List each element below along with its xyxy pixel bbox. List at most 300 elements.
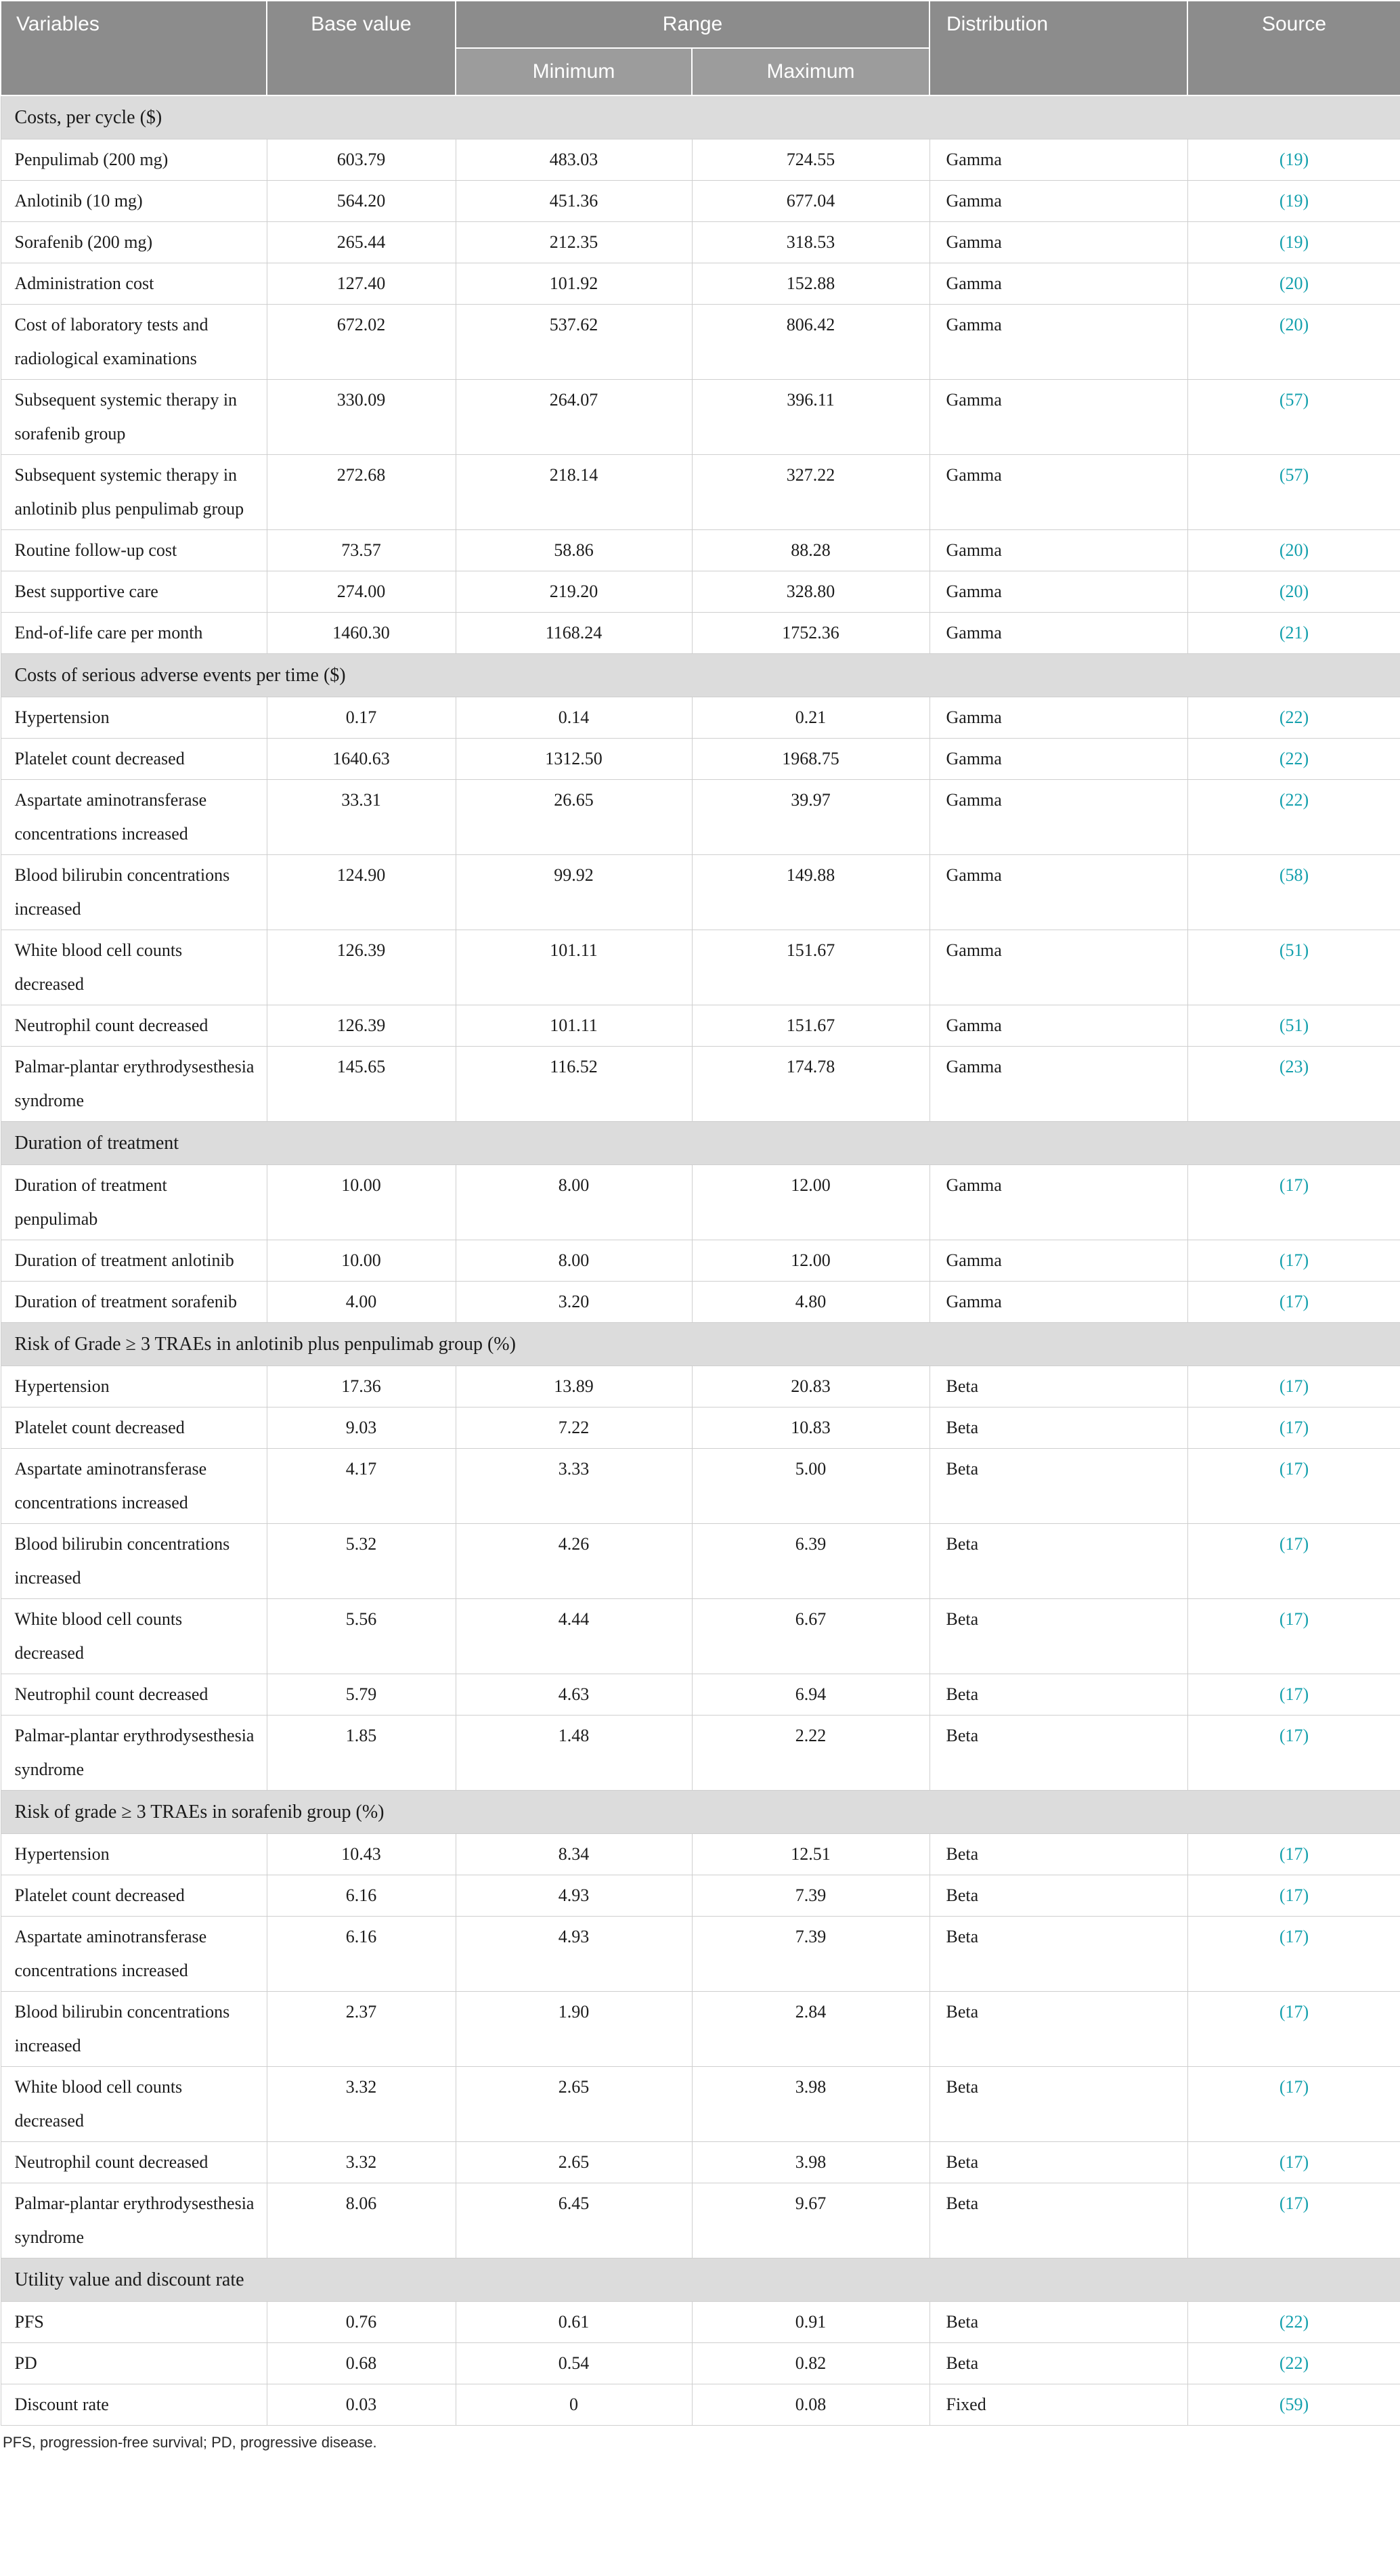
cell-source [1187, 1716, 1400, 1791]
source-citation-link[interactable]: (17) [1279, 1418, 1309, 1437]
cell-base-value: 10.43 [267, 1834, 456, 1875]
cell-maximum: 7.39 [692, 1917, 929, 1992]
source-citation-link[interactable]: (57) [1279, 465, 1309, 485]
source-citation-link[interactable]: (17) [1279, 1534, 1309, 1554]
cell-base-value: 3.32 [267, 2067, 456, 2142]
cell-maximum: 12.00 [692, 1240, 929, 1282]
cell-distribution: Gamma [929, 739, 1187, 780]
cell-base-value: 1460.30 [267, 613, 456, 654]
table-row [1, 2142, 1400, 2183]
cell-distribution: Beta [929, 1875, 1187, 1917]
cell-variable: Hypertension [1, 1834, 267, 1875]
table-row [1, 1716, 1400, 1791]
cell-variable: Palmar-plantar erythrodysesthesia syndrome [1, 1047, 267, 1122]
source-citation-link[interactable]: (22) [1279, 790, 1309, 810]
cell-source [1187, 455, 1400, 530]
cell-base-value: 0.76 [267, 2302, 456, 2343]
source-citation-link[interactable]: (19) [1279, 150, 1309, 169]
cell-source [1187, 222, 1400, 263]
cell-source [1187, 1165, 1400, 1240]
source-citation-link[interactable]: (17) [1279, 1684, 1309, 1704]
cell-source [1187, 1992, 1400, 2067]
cell-distribution: Gamma [929, 139, 1187, 181]
cell-source [1187, 1047, 1400, 1122]
cell-maximum: 12.51 [692, 1834, 929, 1875]
table-row [1, 571, 1400, 613]
cell-source [1187, 1834, 1400, 1875]
cell-minimum: 2.65 [456, 2142, 692, 2183]
cell-maximum: 7.39 [692, 1875, 929, 1917]
cell-maximum: 39.97 [692, 780, 929, 855]
cell-distribution: Gamma [929, 455, 1187, 530]
cell-maximum: 88.28 [692, 530, 929, 571]
cell-minimum: 116.52 [456, 1047, 692, 1122]
cell-minimum: 3.20 [456, 1282, 692, 1323]
section-header-row [1, 654, 1400, 697]
cell-minimum: 101.92 [456, 263, 692, 305]
cell-base-value: 2.37 [267, 1992, 456, 2067]
cell-minimum: 101.11 [456, 1005, 692, 1047]
header-source: Source [1187, 1, 1400, 95]
cell-source [1187, 930, 1400, 1005]
cell-variable: Duration of treatment sorafenib [1, 1282, 267, 1323]
cell-base-value: 5.32 [267, 1524, 456, 1599]
source-citation-link[interactable]: (17) [1279, 2002, 1309, 2022]
source-citation-link[interactable]: (22) [1279, 2353, 1309, 2373]
cell-source [1187, 139, 1400, 181]
source-citation-link[interactable]: (57) [1279, 390, 1309, 410]
header-minimum: Minimum [456, 48, 692, 95]
cell-distribution: Beta [929, 2302, 1187, 2343]
cell-distribution: Gamma [929, 1047, 1187, 1122]
cell-variable: Aspartate aminotransferase concentrations increased [1, 780, 267, 855]
cell-variable: Blood bilirubin concentrations increased [1, 1524, 267, 1599]
cell-base-value: 3.32 [267, 2142, 456, 2183]
cell-minimum: 4.26 [456, 1524, 692, 1599]
cell-base-value: 10.00 [267, 1240, 456, 1282]
cell-distribution: Beta [929, 1674, 1187, 1716]
cell-distribution: Beta [929, 2343, 1187, 2384]
table-row [1, 1240, 1400, 1282]
cell-minimum: 6.45 [456, 2183, 692, 2258]
cell-maximum: 10.83 [692, 1407, 929, 1449]
cell-variable: Neutrophil count decreased [1, 2142, 267, 2183]
section-title: Utility value and discount rate [1, 2258, 1400, 2302]
cell-variable: Platelet count decreased [1, 1875, 267, 1917]
cell-distribution: Gamma [929, 1005, 1187, 1047]
cell-source [1187, 530, 1400, 571]
header-distribution: Distribution [929, 1, 1187, 95]
cell-variable: Discount rate [1, 2384, 267, 2426]
cell-distribution: Gamma [929, 530, 1187, 571]
section-title: Costs, per cycle ($) [1, 95, 1400, 139]
cell-distribution: Gamma [929, 855, 1187, 930]
cell-minimum: 0 [456, 2384, 692, 2426]
cell-maximum: 0.91 [692, 2302, 929, 2343]
cell-minimum: 26.65 [456, 780, 692, 855]
cell-minimum: 4.44 [456, 1599, 692, 1674]
cell-base-value: 126.39 [267, 930, 456, 1005]
table-row [1, 1005, 1400, 1047]
cell-base-value: 126.39 [267, 1005, 456, 1047]
cell-source [1187, 2183, 1400, 2258]
cell-source [1187, 855, 1400, 930]
table-row [1, 2067, 1400, 2142]
source-citation-link[interactable]: (51) [1279, 1016, 1309, 1035]
cell-distribution: Gamma [929, 697, 1187, 739]
cell-source [1187, 181, 1400, 222]
cell-maximum: 1968.75 [692, 739, 929, 780]
cell-maximum: 677.04 [692, 181, 929, 222]
table-row [1, 1282, 1400, 1323]
cell-distribution: Beta [929, 1524, 1187, 1599]
cell-maximum: 327.22 [692, 455, 929, 530]
cell-variable: PFS [1, 2302, 267, 2343]
source-citation-link[interactable]: (17) [1279, 2152, 1309, 2172]
cell-base-value: 0.03 [267, 2384, 456, 2426]
cell-base-value: 10.00 [267, 1165, 456, 1240]
cell-source [1187, 2302, 1400, 2343]
cell-source [1187, 780, 1400, 855]
cell-distribution: Beta [929, 1716, 1187, 1791]
source-citation-link[interactable]: (17) [1279, 1844, 1309, 1864]
cell-base-value: 124.90 [267, 855, 456, 930]
cell-variable: Best supportive care [1, 571, 267, 613]
cell-variable: Palmar-plantar erythrodysesthesia syndrome [1, 2183, 267, 2258]
cell-distribution: Gamma [929, 263, 1187, 305]
cell-variable: White blood cell counts decreased [1, 930, 267, 1005]
cell-source [1187, 697, 1400, 739]
cell-variable: Palmar-plantar erythrodysesthesia syndrome [1, 1716, 267, 1791]
table-row [1, 1674, 1400, 1716]
cell-distribution: Beta [929, 1917, 1187, 1992]
source-citation-link[interactable]: (59) [1279, 2395, 1309, 2414]
source-citation-link[interactable]: (22) [1279, 707, 1309, 727]
cell-source [1187, 1282, 1400, 1323]
table-row [1, 613, 1400, 654]
cell-minimum: 218.14 [456, 455, 692, 530]
source-citation-link[interactable]: (22) [1279, 749, 1309, 768]
cell-base-value: 8.06 [267, 2183, 456, 2258]
source-citation-link[interactable]: (19) [1279, 191, 1309, 211]
cell-distribution: Gamma [929, 1240, 1187, 1282]
section-header-row [1, 1323, 1400, 1366]
cell-maximum: 396.11 [692, 380, 929, 455]
cell-maximum: 4.80 [692, 1282, 929, 1323]
cell-variable: White blood cell counts decreased [1, 1599, 267, 1674]
table-row [1, 2183, 1400, 2258]
table-row [1, 455, 1400, 530]
cell-base-value: 265.44 [267, 222, 456, 263]
cell-base-value: 33.31 [267, 780, 456, 855]
source-citation-link[interactable]: (20) [1279, 582, 1309, 601]
cell-maximum: 1752.36 [692, 613, 929, 654]
cell-maximum: 328.80 [692, 571, 929, 613]
table-row [1, 139, 1400, 181]
cell-variable: Blood bilirubin concentrations increased [1, 1992, 267, 2067]
cell-base-value: 145.65 [267, 1047, 456, 1122]
cell-variable: Hypertension [1, 1366, 267, 1407]
table-row [1, 530, 1400, 571]
cell-minimum: 0.14 [456, 697, 692, 739]
table-row [1, 1524, 1400, 1599]
table-row [1, 855, 1400, 930]
cell-minimum: 2.65 [456, 2067, 692, 2142]
cell-minimum: 1.90 [456, 1992, 692, 2067]
cell-maximum: 151.67 [692, 930, 929, 1005]
cell-maximum: 149.88 [692, 855, 929, 930]
cell-maximum: 318.53 [692, 222, 929, 263]
source-citation-link[interactable]: (17) [1279, 1376, 1309, 1396]
cell-base-value: 4.17 [267, 1449, 456, 1524]
table-row [1, 2343, 1400, 2384]
cell-distribution: Gamma [929, 1282, 1187, 1323]
cell-variable: Penpulimab (200 mg) [1, 139, 267, 181]
cell-base-value: 9.03 [267, 1407, 456, 1449]
table-row [1, 1834, 1400, 1875]
source-citation-link[interactable]: (17) [1279, 1250, 1309, 1270]
cell-variable: Blood bilirubin concentrations increased [1, 855, 267, 930]
section-title: Risk of grade ≥ 3 TRAEs in sorafenib group (%) [1, 1791, 1400, 1834]
cell-minimum: 1168.24 [456, 613, 692, 654]
table-row [1, 305, 1400, 380]
cell-source [1187, 1599, 1400, 1674]
cell-maximum: 6.39 [692, 1524, 929, 1599]
cell-maximum: 174.78 [692, 1047, 929, 1122]
table-row [1, 1449, 1400, 1524]
cell-distribution: Beta [929, 2067, 1187, 2142]
table-row [1, 1165, 1400, 1240]
cell-variable: Routine follow-up cost [1, 530, 267, 571]
cell-variable: Platelet count decreased [1, 739, 267, 780]
cell-minimum: 483.03 [456, 139, 692, 181]
cell-minimum: 7.22 [456, 1407, 692, 1449]
table-row [1, 1599, 1400, 1674]
cell-source [1187, 1917, 1400, 1992]
cell-source [1187, 1005, 1400, 1047]
table-row [1, 1407, 1400, 1449]
cell-variable: PD [1, 2343, 267, 2384]
cell-distribution: Gamma [929, 613, 1187, 654]
cell-distribution: Gamma [929, 305, 1187, 380]
cell-maximum: 9.67 [692, 2183, 929, 2258]
cell-minimum: 4.93 [456, 1917, 692, 1992]
cell-distribution: Beta [929, 1992, 1187, 2067]
cell-maximum: 0.82 [692, 2343, 929, 2384]
cell-source [1187, 1674, 1400, 1716]
section-header-row [1, 1122, 1400, 1165]
cell-variable: Neutrophil count decreased [1, 1005, 267, 1047]
table-row [1, 2302, 1400, 2343]
cell-minimum: 4.93 [456, 1875, 692, 1917]
cell-base-value: 6.16 [267, 1917, 456, 1992]
source-citation-link[interactable]: (17) [1279, 1175, 1309, 1195]
cell-base-value: 5.56 [267, 1599, 456, 1674]
cell-distribution: Gamma [929, 181, 1187, 222]
cell-variable: End-of-life care per month [1, 613, 267, 654]
table-row [1, 1047, 1400, 1122]
source-citation-link[interactable]: (22) [1279, 2312, 1309, 2332]
cell-source [1187, 1449, 1400, 1524]
source-citation-link[interactable]: (58) [1279, 865, 1309, 885]
cell-maximum: 0.21 [692, 697, 929, 739]
section-header-row [1, 1791, 1400, 1834]
cell-minimum: 1.48 [456, 1716, 692, 1791]
cell-base-value: 672.02 [267, 305, 456, 380]
cell-distribution: Gamma [929, 780, 1187, 855]
cell-variable: Aspartate aminotransferase concentrations increased [1, 1449, 267, 1524]
cell-distribution: Gamma [929, 1165, 1187, 1240]
cell-maximum: 2.84 [692, 1992, 929, 2067]
section-header-row [1, 2258, 1400, 2302]
cell-minimum: 4.63 [456, 1674, 692, 1716]
cell-maximum: 152.88 [692, 263, 929, 305]
cell-maximum: 20.83 [692, 1366, 929, 1407]
cell-base-value: 603.79 [267, 139, 456, 181]
cell-minimum: 0.61 [456, 2302, 692, 2343]
source-citation-link[interactable]: (17) [1279, 1726, 1309, 1745]
cell-distribution: Beta [929, 1407, 1187, 1449]
cell-minimum: 13.89 [456, 1366, 692, 1407]
cell-minimum: 212.35 [456, 222, 692, 263]
source-citation-link[interactable]: (20) [1279, 274, 1309, 293]
cell-variable: Platelet count decreased [1, 1407, 267, 1449]
source-citation-link[interactable]: (51) [1279, 940, 1309, 960]
header-row-top [1, 1, 1400, 48]
cell-variable: Neutrophil count decreased [1, 1674, 267, 1716]
table-row [1, 697, 1400, 739]
table-row [1, 1917, 1400, 1992]
cell-maximum: 12.00 [692, 1165, 929, 1240]
cell-base-value: 17.36 [267, 1366, 456, 1407]
cell-base-value: 564.20 [267, 181, 456, 222]
source-citation-link[interactable]: (17) [1279, 1459, 1309, 1479]
source-citation-link[interactable]: (17) [1279, 1885, 1309, 1905]
cell-minimum: 8.34 [456, 1834, 692, 1875]
cell-base-value: 127.40 [267, 263, 456, 305]
source-citation-link[interactable]: (20) [1279, 315, 1309, 334]
source-citation-link[interactable]: (21) [1279, 623, 1309, 642]
cell-source [1187, 1240, 1400, 1282]
cell-base-value: 1.85 [267, 1716, 456, 1791]
source-citation-link[interactable]: (17) [1279, 1292, 1309, 1311]
cell-source [1187, 571, 1400, 613]
cell-source [1187, 1366, 1400, 1407]
cell-source [1187, 613, 1400, 654]
cell-maximum: 6.67 [692, 1599, 929, 1674]
section-title: Costs of serious adverse events per time ($) [1, 654, 1400, 697]
cell-minimum: 8.00 [456, 1240, 692, 1282]
cell-variable: Administration cost [1, 263, 267, 305]
cell-maximum: 3.98 [692, 2142, 929, 2183]
cell-minimum: 1312.50 [456, 739, 692, 780]
cell-base-value: 4.00 [267, 1282, 456, 1323]
cell-variable: Subsequent systemic therapy in sorafenib group [1, 380, 267, 455]
cell-distribution: Beta [929, 1366, 1187, 1407]
cell-base-value: 73.57 [267, 530, 456, 571]
cell-base-value: 330.09 [267, 380, 456, 455]
table-footnote: PFS, progression-free survival; PD, progressive disease. [3, 2434, 377, 2451]
table-header [1, 1, 1400, 95]
table-row [1, 739, 1400, 780]
cell-minimum: 101.11 [456, 930, 692, 1005]
cell-base-value: 0.68 [267, 2343, 456, 2384]
header-base-value: Base value [267, 1, 456, 95]
cell-source [1187, 2343, 1400, 2384]
source-citation-link[interactable]: (20) [1279, 540, 1309, 560]
cell-maximum: 5.00 [692, 1449, 929, 1524]
cell-base-value: 5.79 [267, 1674, 456, 1716]
source-citation-link[interactable]: (17) [1279, 2193, 1309, 2213]
cell-distribution: Gamma [929, 930, 1187, 1005]
cell-distribution: Beta [929, 1599, 1187, 1674]
table-row [1, 1992, 1400, 2067]
cell-maximum: 806.42 [692, 305, 929, 380]
cell-distribution: Beta [929, 1834, 1187, 1875]
cell-source [1187, 1524, 1400, 1599]
cell-minimum: 537.62 [456, 305, 692, 380]
source-citation-link[interactable]: (19) [1279, 232, 1309, 252]
cell-source [1187, 380, 1400, 455]
cell-variable: Cost of laboratory tests and radiological examinations [1, 305, 267, 380]
table-row [1, 1366, 1400, 1407]
cell-distribution: Fixed [929, 2384, 1187, 2426]
cell-variable: Subsequent systemic therapy in anlotinib plus penpulimab group [1, 455, 267, 530]
cell-distribution: Beta [929, 2142, 1187, 2183]
source-citation-link[interactable]: (17) [1279, 2077, 1309, 2097]
cell-variable: Sorafenib (200 mg) [1, 222, 267, 263]
cell-source [1187, 263, 1400, 305]
table-body [1, 95, 1400, 2426]
cell-minimum: 99.92 [456, 855, 692, 930]
cell-base-value: 0.17 [267, 697, 456, 739]
cell-maximum: 151.67 [692, 1005, 929, 1047]
cell-distribution: Gamma [929, 222, 1187, 263]
cell-minimum: 8.00 [456, 1165, 692, 1240]
table-row [1, 780, 1400, 855]
cell-base-value: 274.00 [267, 571, 456, 613]
table-row [1, 222, 1400, 263]
cell-source [1187, 2142, 1400, 2183]
cell-source [1187, 305, 1400, 380]
table-row [1, 930, 1400, 1005]
cell-variable: Hypertension [1, 697, 267, 739]
cell-source [1187, 2384, 1400, 2426]
table-row [1, 380, 1400, 455]
cell-variable: Duration of treatment penpulimab [1, 1165, 267, 1240]
cell-base-value: 1640.63 [267, 739, 456, 780]
cell-minimum: 58.86 [456, 530, 692, 571]
cell-minimum: 264.07 [456, 380, 692, 455]
source-citation-link[interactable]: (17) [1279, 1927, 1309, 1946]
table-row [1, 1875, 1400, 1917]
cell-maximum: 724.55 [692, 139, 929, 181]
cell-distribution: Gamma [929, 380, 1187, 455]
cell-source [1187, 2067, 1400, 2142]
header-variables: Variables [1, 1, 267, 95]
cell-variable: Aspartate aminotransferase concentrations increased [1, 1917, 267, 1992]
cell-variable: White blood cell counts decreased [1, 2067, 267, 2142]
cell-source [1187, 1875, 1400, 1917]
table-row [1, 263, 1400, 305]
cell-maximum: 6.94 [692, 1674, 929, 1716]
cell-maximum: 0.08 [692, 2384, 929, 2426]
source-citation-link[interactable]: (23) [1279, 1057, 1309, 1076]
cell-variable: Duration of treatment anlotinib [1, 1240, 267, 1282]
table-row [1, 2384, 1400, 2426]
section-title: Duration of treatment [1, 1122, 1400, 1165]
source-citation-link[interactable]: (17) [1279, 1609, 1309, 1629]
